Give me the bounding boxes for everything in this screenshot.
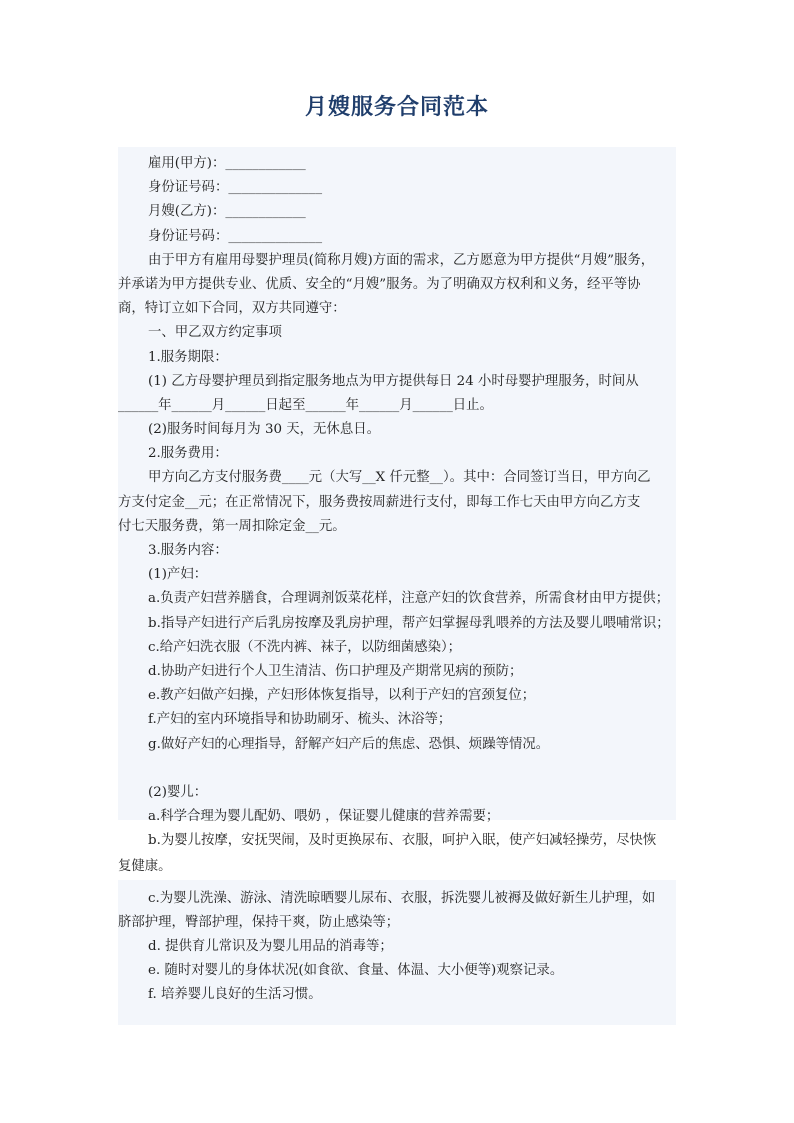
baby-item-d: d. 提供育儿常识及为婴儿用品的消毒等； xyxy=(148,939,393,954)
fee-line: 甲方向乙方支付服务费____元（大写__X 仟元整__）。其中：合同签订当日，甲方向乙 xyxy=(148,470,651,486)
employer-field: 雇用(甲方)：____________ xyxy=(148,156,306,171)
term-item-2: (2)服务时间每月为 30 天，无休息日。 xyxy=(148,422,380,438)
baby-item-e: e. 随时对婴儿的身体状况(如食欲、食量、体温、大小便等)观察记录。 xyxy=(148,963,564,979)
baby-item-b: b.为婴儿按摩，安抚哭闹，及时更换尿布、衣服，呵护入眠，使产妇减轻操劳，尽快恢 xyxy=(148,833,657,849)
section-heading: 一、甲乙双方约定事项 xyxy=(148,325,282,341)
term-heading: 1.服务期限： xyxy=(148,349,228,365)
intro-line: 商，特订立如下合同，双方共同遵守： xyxy=(118,301,346,317)
mother-item: a.负责产妇营养膳食，合理调剂饭菜花样，注意产妇的饮食营养，所需食材由甲方提供； xyxy=(148,591,670,607)
baby-item-f: f. 培养婴儿良好的生活习惯。 xyxy=(148,987,322,1003)
fee-heading: 2.服务费用： xyxy=(148,446,228,462)
mother-heading: (1)产妇： xyxy=(148,567,208,583)
baby-item-c: c.为婴儿洗澡、游泳、清洗晾晒婴儿尿布、衣服，拆洗婴儿被褥及做好新生儿护理，如 xyxy=(148,890,656,906)
mother-item: c.给产妇洗衣服（不洗内裤、袜子，以防细菌感染）； xyxy=(148,639,462,655)
nanny-field: 月嫂(乙方)：____________ xyxy=(148,204,306,220)
term-item-1-dates: ______年______月______日起至______年______月______日止。 xyxy=(118,397,493,413)
nanny-id-field: 身份证号码：______________ xyxy=(148,228,323,244)
mother-item: d.协助产妇进行个人卫生清洁、伤口护理及产期常见病的预防； xyxy=(148,663,523,679)
mother-item: e.教产妇做产妇操，产妇形体恢复指导，以利于产妇的宫颈复位； xyxy=(148,688,536,704)
intro-line: 由于甲方有雇用母婴护理员(简称月嫂)方面的需求，乙方愿意为甲方提供“月嫂”服务， xyxy=(148,252,655,268)
content-heading: 3.服务内容： xyxy=(148,543,228,558)
mother-item: g.做好产妇的心理指导，舒解产妇产后的焦虑、恐惧、烦躁等情况。 xyxy=(148,736,550,752)
mother-item: f.产妇的室内环境指导和协助刷牙、梳头、沐浴等； xyxy=(148,712,452,728)
employer-id-field: 身份证号码：______________ xyxy=(148,180,323,196)
intro-line: 并承诺为甲方提供专业、优质、安全的“月嫂”服务。为了明确双方权利和义务，经平等协 xyxy=(118,276,641,292)
mother-item: b.指导产妇进行产后乳房按摩及乳房护理，帮产妇掌握母乳喂养的方法及婴儿喂哺常识； xyxy=(148,615,670,631)
baby-item-c-cont: 脐部护理，臀部护理，保持干爽，防止感染等； xyxy=(118,914,400,930)
term-item-1: (1) 乙方母婴护理员到指定服务地点为甲方提供每日 24 小时母婴护理服务，时间从 xyxy=(148,373,639,389)
baby-heading: (2)婴儿： xyxy=(148,784,208,800)
baby-item-a: a.科学合理为婴儿配奶、喂奶 ，保证婴儿健康的营养需要； xyxy=(148,809,500,825)
fee-line: 付七天服务费，第一周扣除定金__元。 xyxy=(118,518,346,534)
baby-item-b-cont: 复健康。 xyxy=(118,859,172,875)
fee-line: 方支付定金__元；在正常情况下，服务费按周薪进行支付，即每工作七天由甲方向乙方支 xyxy=(118,494,641,510)
contract-body xyxy=(118,152,676,1008)
document-title: 月嫂服务合同范本 xyxy=(304,94,489,120)
